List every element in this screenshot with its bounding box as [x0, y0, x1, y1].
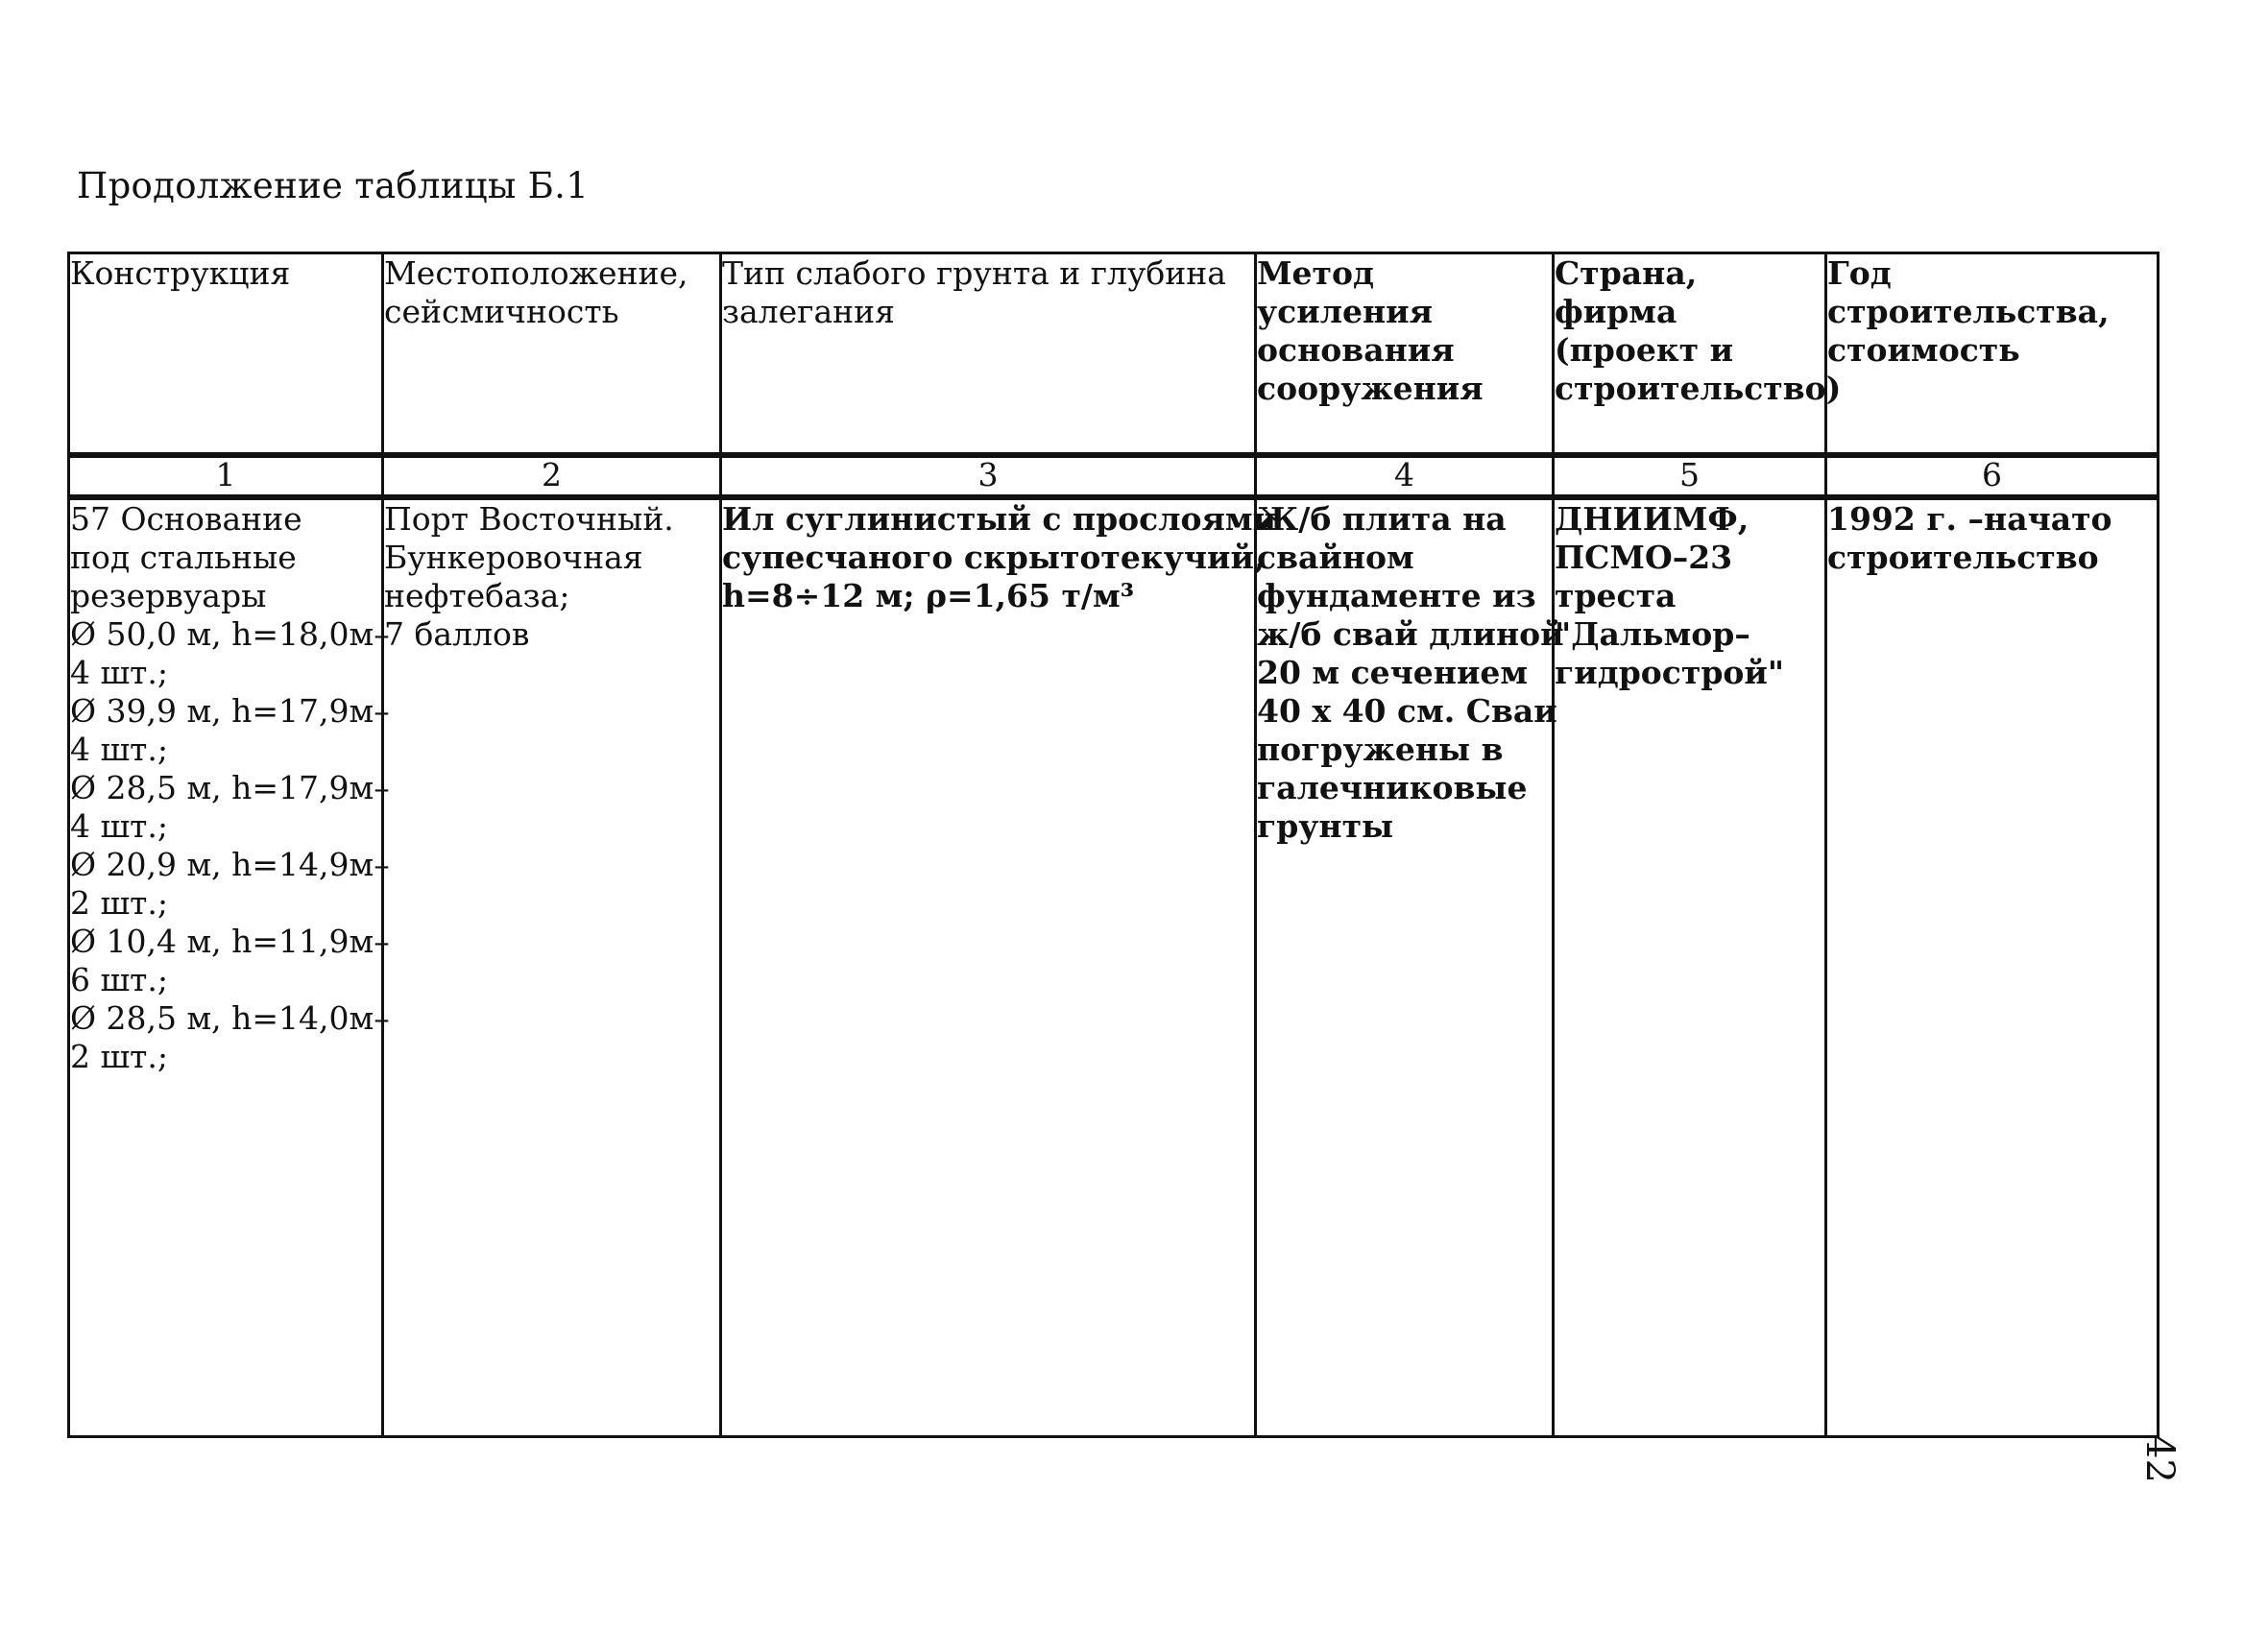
cell-line: ДНИИМФ, [1555, 499, 1749, 538]
cell-line: галечниковые [1257, 768, 1528, 806]
cell-line: 7 баллов [384, 614, 530, 653]
cell-line: 4 шт.; [70, 653, 169, 691]
cell-line: резервуары [70, 576, 267, 614]
column-number: 6 [1826, 455, 2159, 497]
page-number: 42 [2137, 1434, 2182, 1483]
cell-line: Бункеровочная [384, 538, 643, 576]
cell-line: под стальные [70, 538, 297, 576]
cell-line: 4 шт.; [70, 730, 169, 768]
cell-line: 4 шт.; [70, 806, 169, 845]
cell-line: 57 Основание [70, 499, 302, 538]
cell-line: 20 м сечением [1257, 653, 1529, 691]
column-number-row [69, 455, 2159, 497]
cell-line: грунты [1257, 806, 1394, 845]
cell-line: Порт Восточный. [384, 499, 674, 538]
cell-line: Ø 20,9 м, h=14,9м– [70, 845, 390, 883]
column-number: 1 [69, 455, 383, 497]
cell-line: строительство [1827, 538, 2099, 576]
cell-line: Ø 10,4 м, h=11,9м– [70, 922, 390, 960]
table-caption: Продолжение таблицы Б.1 [77, 165, 590, 206]
cell-line: ж/б свай длиной [1257, 614, 1564, 653]
header-location: Местоположение, сейсмичность [383, 253, 721, 455]
cell-construction [69, 497, 390, 1437]
cell-line: погружены в [1257, 730, 1504, 768]
header-soil: Тип слабого грунта и глубина залегания [721, 253, 1256, 455]
cell-line: 2 шт.; [70, 883, 169, 922]
header-method: Метод усиления основания сооружения [1256, 253, 1554, 455]
table-row [69, 497, 2159, 1437]
data-table [67, 252, 2159, 1438]
cell-company [1554, 497, 1826, 1437]
cell-line: h=8÷12 м; ρ=1,65 т/м³ [722, 576, 1135, 614]
header-construction: Конструкция [69, 253, 383, 455]
cell-line: 2 шт.; [70, 1037, 169, 1075]
column-number: 2 [383, 455, 721, 497]
cell-line: Ø 28,5 м, h=17,9м– [70, 768, 390, 806]
header-row [69, 253, 2159, 455]
cell-line: 40 х 40 см. Сваи [1257, 691, 1557, 730]
cell-line: супесчаного скрытотекучий, [722, 538, 1266, 576]
cell-line: фундаменте из [1257, 576, 1536, 614]
header-company: Страна, фирма (проект и строительство) [1554, 253, 1826, 455]
cell-line: Ил суглинистый с прослоями [722, 499, 1277, 538]
cell-line: "Дальмор– [1555, 614, 1750, 653]
cell-year [1826, 497, 2159, 1437]
cell-line: Ж/б плита на [1257, 499, 1507, 538]
cell-line: Ø 50,0 м, h=18,0м– [70, 614, 390, 653]
column-number: 3 [721, 455, 1256, 497]
cell-line: ПСМО–23 [1555, 538, 1733, 576]
column-number: 4 [1256, 455, 1554, 497]
cell-location [383, 497, 721, 1437]
cell-line: Ø 39,9 м, h=17,9м– [70, 691, 390, 730]
cell-soil [721, 497, 1277, 1437]
cell-line: свайном [1257, 538, 1414, 576]
cell-method [1256, 497, 1564, 1437]
column-number: 5 [1554, 455, 1826, 497]
cell-line: Ø 28,5 м, h=14,0м– [70, 998, 390, 1037]
cell-line: гидрострой" [1555, 653, 1785, 691]
header-year: Год строительства, стоимость [1826, 253, 2159, 455]
cell-line: 6 шт.; [70, 960, 169, 998]
cell-line: нефтебаза; [384, 576, 570, 614]
cell-line: треста [1555, 576, 1677, 614]
cell-line: 1992 г. –начато [1827, 499, 2112, 538]
